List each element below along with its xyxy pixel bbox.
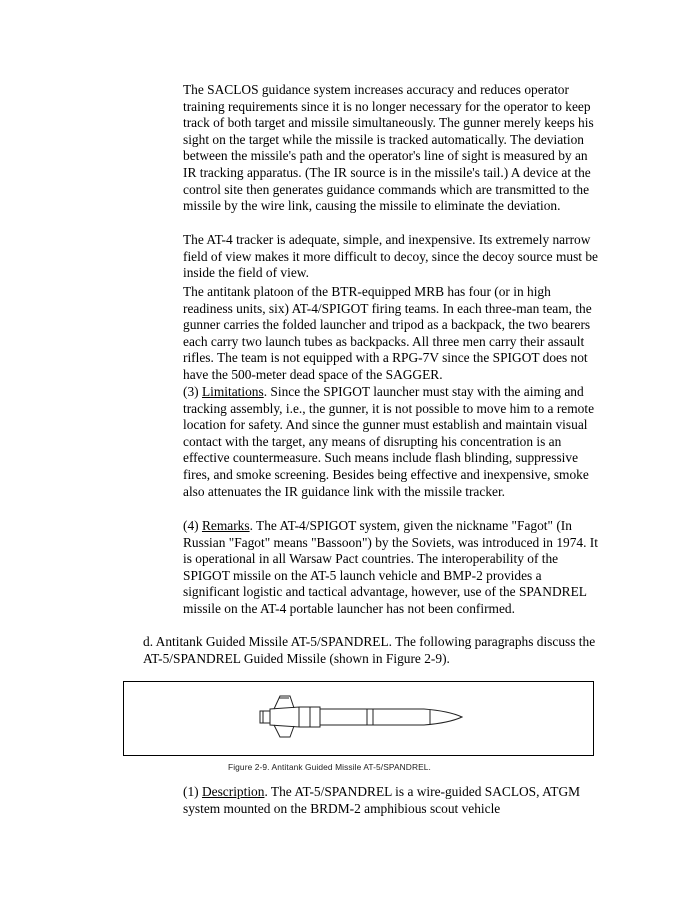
missile-illustration bbox=[124, 682, 592, 754]
paragraph-saclos-guidance: The SACLOS guidance system increases accuracy and reduces operator training requirements since it is no longer necessary for the operator to keep track of both target and missile simultaneously. The gunner merely keeps his sight on the target while the missile is tracked automatically. The deviation between the missile's path and the operator's line of sight is measured by an IR tracking apparatus. (The IR source is in the missile's tail.) A device at the control site then generates guidance commands which are transmitted to the missile by the wire link, causing the missile to eliminate the deviation. bbox=[183, 82, 594, 214]
paragraph-antitank-platoon: The antitank platoon of the BTR-equipped MRB has four (or in high readiness units, six) AT-4/SPIGOT firing teams. In each three-man team, the gunner carries the folded launcher and tripod as a backpack, the two bearers each carry two launch tubes as backpacks. All three men carry their assault rifles. The team is not equipped with a RPG-7V since the SPIGOT does not have the 500-meter dead space of the SAGGER. bbox=[183, 284, 592, 382]
paragraph-description bbox=[183, 784, 598, 817]
figure-2-9-frame bbox=[123, 681, 594, 756]
limitations-number: (3) bbox=[183, 384, 202, 399]
description-heading: Description bbox=[201, 784, 265, 799]
remarks-heading: Remarks bbox=[201, 518, 250, 533]
remarks-number: (4) bbox=[183, 518, 202, 533]
paragraph-remarks bbox=[183, 518, 598, 618]
remarks-text: . The AT-4/SPIGOT system, given the nickname "Fagot" (In Russian "Fagot" means "Bassoon") by the Soviets, was introduced in 1974. It is operational in all Warsaw Pact countries. The interoperability of the SPIGOT missile on the AT-5 launch vehicle and BMP-2 provides a significant logistic and tactical advantage, however, use of the SPANDREL missile on the AT-4 portable launcher has not been confirmed. bbox=[183, 518, 598, 616]
paragraph-at4-tracker: The AT-4 tracker is adequate, simple, and inexpensive. Its extremely narrow field of view makes it more difficult to decoy, since the decoy source must be inside the field of view. bbox=[183, 232, 598, 281]
description-number: (1) bbox=[183, 784, 202, 799]
figure-caption: Figure 2-9. Antitank Guided Missile AT-5/SPANDREL. bbox=[228, 762, 431, 772]
limitations-heading: Limitations bbox=[201, 384, 264, 399]
limitations-text: . Since the SPIGOT launcher must stay with the aiming and tracking assembly, i.e., the gunner, it is not possible to move him to a remote location for safety. And since the gunner must establish and maintain visual contact with the target, any means of disrupting his concentration is an effective countermeasure. Such means include flash blinding, suppressive fires, and smoke screening. Besides being effective and inexpensive, smoke also attenuates the IR guidance link with the missile tracker. bbox=[183, 384, 595, 499]
paragraph-limitations bbox=[183, 384, 598, 500]
description-text: . The AT-5/SPANDREL is a wire-guided SACLOS, ATGM system mounted on the BRDM-2 amphibious scout vehicle bbox=[183, 784, 581, 816]
section-d-heading: d. Antitank Guided Missile AT-5/SPANDREL. The following paragraphs discuss the AT-5/SPANDREL Guided Missile (shown in Figure 2-9). bbox=[143, 634, 596, 666]
